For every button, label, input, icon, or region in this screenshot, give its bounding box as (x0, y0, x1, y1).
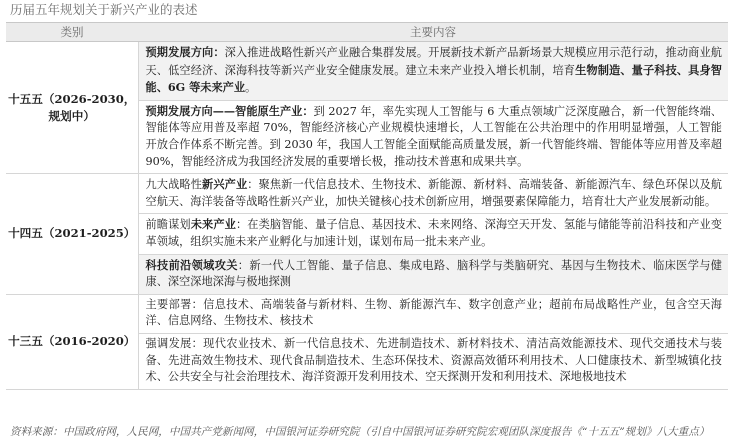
emerging-industry-table (6, 22, 728, 390)
content-text (139, 214, 729, 253)
content-text (139, 101, 729, 173)
table-row (6, 174, 728, 214)
emphasis-text: 未来产业 (190, 217, 236, 232)
content-cell (138, 254, 728, 294)
body-text: ：在类脑智能、量子信息、基因技术、未来网络、深海空天开发、氢能与储能等前沿科技和产业变革领域，组织实施未来产业孵化与加速计划，谋划布局一批未来产业。 (145, 218, 722, 248)
table-row (6, 294, 728, 333)
content-cell (138, 294, 728, 333)
category-label: 十三五（2016-2020） (8, 334, 136, 349)
body-text: 前瞻谋划 (145, 218, 191, 232)
body-text: 深入推进战略性新兴产业融合集群发展。开展新技术新产品新场景大规模应用示范行动，推动商业航天、低空经济、深海科技等新兴产业安全健康发展。建立未来产业投入增长机制，培育 (145, 46, 722, 77)
body-text: 主要部署：信息技术、高端装备与新材料、生物、新能源汽车、数字创意产业；超前布局战略性产业，包含空天海洋、信息网络、生物技术、核技术 (145, 297, 722, 328)
content-cell (138, 214, 728, 254)
category-label: 十四五（2021-2025） (8, 226, 136, 241)
category-cell (6, 42, 138, 174)
header-category: 类别 (6, 23, 138, 42)
table-row (6, 42, 728, 101)
category-cell (6, 294, 138, 389)
page-title: 历届五年规划关于新兴产业的表述 (10, 2, 198, 17)
emphasis-text: 预期发展方向： (145, 45, 225, 59)
industry-table-container (6, 22, 728, 390)
category-cell (6, 174, 138, 295)
content-text (139, 174, 729, 213)
body-text: 到 2027 年，率先实现人工智能与 6 大重点领域广泛深度融合，新一代智能终端、智能体等应用普及率超 70%，智能经济核心产业规模快速增长，人工智能在公共治理中的作用明显增强，人工智能开放合作体系不断完善。到 2030 年，我国人工智能全面赋能高质量发展，新一代智能终端、智能体等应用普及率超 90%，智能经济成为我国经济发展的重要增长极，推动技术普惠和成果共享。 (145, 104, 722, 168)
body-text: ：聚焦新一代信息技术、生物技术、新能源、新材料、高端装备、新能源汽车、绿色环保以及航空航天、海洋装备等战略性新兴产业，加快关键核心技术创新应用，增强要素保障能力，培育壮大产业发展新动能。 (145, 178, 722, 208)
table-body (6, 42, 728, 390)
emphasis-text: 生物制造、量子科技、具身智能、6G 等未来产业 (145, 62, 722, 95)
content-cell (138, 333, 728, 389)
body-text: ：新一代人工智能、量子信息、集成电路、脑科学与类脑研究、基因与生物技术、临床医学与健康、深空深地深海与极地探测 (145, 258, 722, 289)
content-cell (138, 100, 728, 173)
body-text: 。 (245, 81, 257, 95)
content-text (139, 334, 729, 389)
content-cell (138, 42, 728, 101)
emphasis-text: 科技前沿领域攻关 (145, 257, 238, 272)
content-text (139, 255, 729, 294)
source-note: 资料来源：中国政府网，人民网，中国共产党新闻网，中国银河证券研究院（引自中国银河证券研究院宏观团队深度报告《“十五五”规划》八大重点） (10, 426, 710, 438)
header-content: 主要内容 (138, 23, 728, 42)
content-text (139, 295, 729, 333)
content-text (139, 42, 729, 100)
content-cell (138, 174, 728, 214)
emphasis-text: 新兴产业 (202, 177, 248, 192)
body-text: 九大战略性 (145, 178, 203, 192)
category-label: 十五五（2026-2030， 规划中） (8, 91, 136, 123)
body-text: 强调发展：现代农业技术、新一代信息技术、先进制造技术、新材料技术、清洁高效能源技术、现代交通技术与装备、先进高效生物技术、现代食品制造技术、生态环保技术、资源高效循环利用技术、人口健康技术、新型城镇化技术、公共安全与社会治理技术、海洋资源开发利用技术、空天探测开发和利用技术、深地极地技术 (145, 336, 722, 384)
table-header-row (6, 23, 728, 42)
emphasis-text: 预期发展方向——智能原生产业： (145, 103, 314, 118)
